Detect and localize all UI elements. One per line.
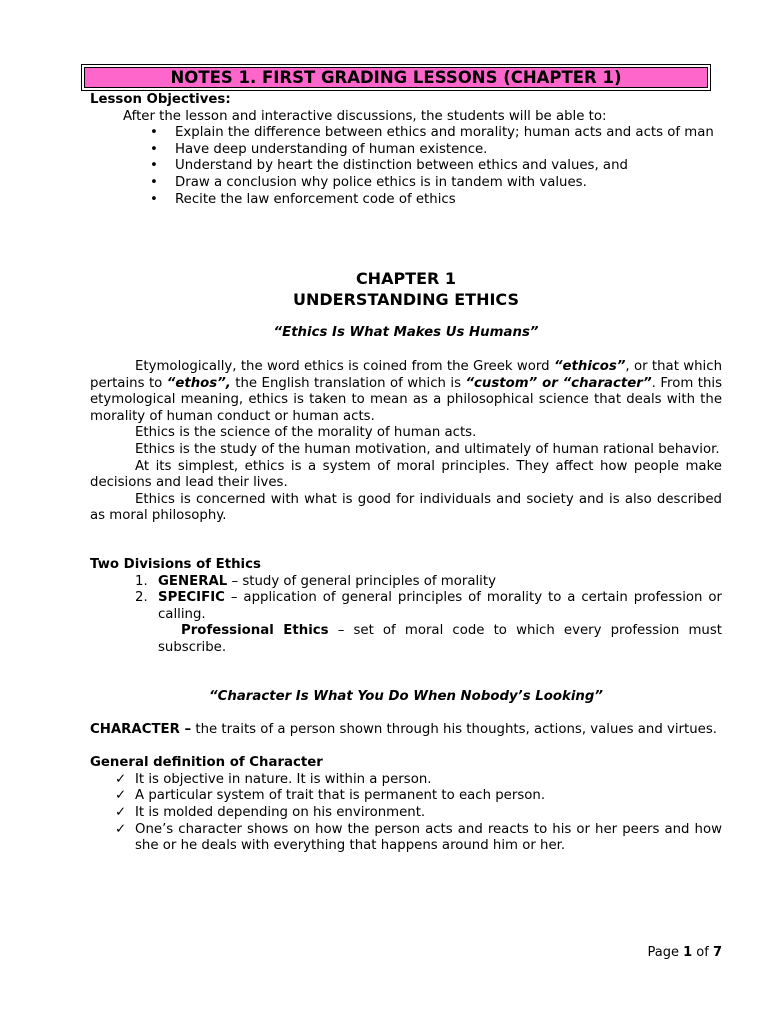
list-item: • Recite the law enforcement code of ethics xyxy=(150,192,722,209)
list-item: 1. GENERAL – study of general principles of morality xyxy=(135,573,496,589)
checkmark-icon: ✓ xyxy=(115,804,127,820)
list-item: • Draw a conclusion why police ethics is in tandem with values. xyxy=(150,175,722,192)
objectives-heading: Lesson Objectives: xyxy=(90,92,231,107)
checkmark-icon: ✓ xyxy=(115,821,127,837)
divisions-list xyxy=(90,574,722,624)
list-item: • Explain the difference between ethics and morality; human acts and acts of man xyxy=(150,125,722,142)
paragraph-etymology: Etymologically, the word ethics is coined from the Greek word “ethicos”, or that which pertains to “ethos”, the English translation of which is “custom” or “character”. From this etymological meaning, ethics is taken to mean as a philosophical science that deals with the morality of human conduct or human acts. xyxy=(90,359,723,424)
paragraph-concern: Ethics is concerned with what is good for individuals and society and is also described as moral philosophy. xyxy=(90,491,722,524)
objectives-list xyxy=(90,125,722,208)
chapter-quote: “Ethics Is What Makes Us Humans” xyxy=(273,325,539,340)
paragraph-system: At its simplest, ethics is a system of moral principles. They affect how people make decisions and lead their lives. xyxy=(90,458,722,491)
document-title: NOTES 1. FIRST GRADING LESSONS (CHAPTER 1) xyxy=(84,67,708,88)
list-item: ✓ It is molded depending on his environment. xyxy=(115,804,426,820)
chapter-number: CHAPTER 1 xyxy=(355,269,457,288)
objectives-section xyxy=(90,92,722,208)
divisions-section xyxy=(90,557,722,657)
list-item: • Have deep understanding of human existence. xyxy=(150,142,722,159)
character-general-heading: General definition of Character xyxy=(90,755,323,771)
character-definition: CHARACTER – the traits of a person shown through his thoughts, actions, values and virtues. xyxy=(90,722,717,737)
paragraph-motivation: Ethics is the study of the human motivation, and ultimately of human rational behavior. xyxy=(135,441,720,457)
list-item: ✓ A particular system of trait that is permanent to each person. xyxy=(115,788,546,804)
list-item: 2. SPECIFIC – application of general principles of morality to a certain profession or calling. xyxy=(135,590,722,622)
list-item: ✓ One’s character shows on how the person acts and reacts to his or her peers and how she or he deals with everything that happens around him or her. xyxy=(115,821,722,854)
character-section xyxy=(90,722,722,855)
character-list xyxy=(90,772,722,855)
page-number: 1 xyxy=(683,945,693,960)
list-item: • Understand by heart the distinction between ethics and values, and xyxy=(150,158,722,175)
character-quote: “Character Is What You Do When Nobody’s Looking” xyxy=(209,689,603,704)
list-item: ✓ It is objective in nature. It is within a person. xyxy=(115,771,432,787)
page-footer: Page 1 of 7 xyxy=(647,945,722,960)
divisions-heading: Two Divisions of Ethics xyxy=(90,557,261,572)
ethics-body xyxy=(90,359,722,525)
checkmark-icon: ✓ xyxy=(115,771,127,787)
paragraph-science: Ethics is the science of the morality of human acts. xyxy=(135,425,477,441)
checkmark-icon: ✓ xyxy=(115,788,127,804)
professional-ethics-definition: Professional Ethics – set of moral code to which every profession must subscribe. xyxy=(158,623,722,655)
chapter-title: UNDERSTANDING ETHICS xyxy=(293,290,519,309)
title-banner xyxy=(81,64,711,91)
objectives-intro: After the lesson and interactive discussions, the students will be able to: xyxy=(123,108,607,124)
page-total: 7 xyxy=(712,945,722,960)
